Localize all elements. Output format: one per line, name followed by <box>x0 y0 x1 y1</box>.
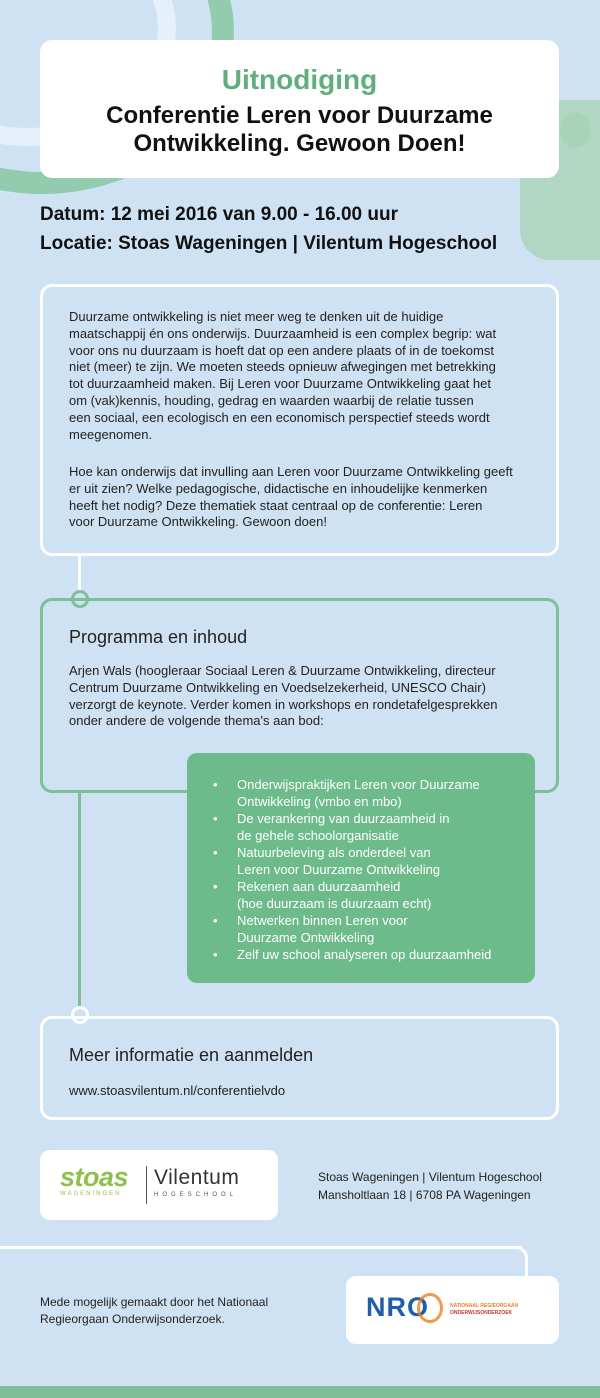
list-item <box>187 810 527 844</box>
text-line: maatschappij én ons onderwijs. Duurzaamheid is een complex begrip: wat <box>69 325 497 341</box>
list-item-line: de gehele schoolorganisatie <box>237 828 399 843</box>
nro-sub-line: ONDERWIJSONDERZOEK <box>450 1310 513 1316</box>
event-date: Datum: 12 mei 2016 van 9.00 - 16.00 uur <box>40 204 399 225</box>
list-item <box>187 844 527 878</box>
list-item-line: Leren voor Duurzame Ontwikkeling <box>237 862 441 877</box>
header-card <box>40 40 559 178</box>
text-line: er uit zien? Welke pedagogische, didactische en inhoudelijke kenmerken <box>69 480 488 496</box>
text-line: voor Duurzame Ontwikkeling. Gewoon doen! <box>69 514 327 530</box>
address <box>318 1168 542 1204</box>
sponsor-line: Mede mogelijk gemaakt door het Nationaal <box>40 1295 269 1309</box>
stoas-logo <box>60 1162 128 1197</box>
intro-paragraph <box>69 309 539 443</box>
page-title-line: Conferentie Leren voor Duurzame <box>106 102 493 129</box>
text-line: voor ons nu duurzaam is hoeft dat op een andere plaats of in de toekomst <box>69 342 494 358</box>
address-line: Mansholtlaan 18 | 6708 PA Wageningen <box>318 1188 531 1202</box>
logo-divider <box>146 1166 147 1204</box>
sponsor-text <box>40 1294 268 1328</box>
logo-card <box>40 1150 278 1220</box>
themes-box <box>187 753 535 983</box>
nro-logo-ring <box>417 1293 443 1323</box>
intro-paragraph <box>69 464 539 531</box>
list-item-line: • Rekenen aan duurzaamheid <box>237 879 401 894</box>
background-figure-head <box>560 112 590 148</box>
text-line: Centrum Duurzame Ontwikkeling en Voedselzekerheid, UNESCO Chair) <box>69 679 486 695</box>
stoas-logo-text: stoas <box>60 1162 129 1192</box>
vilentum-logo <box>154 1166 239 1198</box>
info-title: Meer informatie en aanmelden <box>69 1045 314 1065</box>
nro-logo-text: NRO <box>366 1292 429 1322</box>
themes-list <box>187 776 527 963</box>
list-item-line: • Netwerken binnen Leren voor <box>237 913 408 928</box>
text-line: om (vak)kennis, houding, gedrag en waarden waarbij de relatie tussen <box>69 392 474 408</box>
list-item-line: • Natuurbeleving als onderdeel van <box>237 845 431 860</box>
vilentum-logo-subtext: HOGESCHOOL <box>154 1192 238 1198</box>
info-link[interactable]: www.stoasvilentum.nl/conferentielvdo <box>69 1083 286 1098</box>
info-panel <box>40 1016 559 1120</box>
footer-divider-line <box>0 1246 522 1249</box>
list-item <box>187 878 527 912</box>
bottom-bar <box>0 1386 600 1398</box>
list-item-line: (hoe duurzaam is duurzaam echt) <box>237 896 432 911</box>
list-item-line: • Onderwijspraktijken Leren voor Duurzame <box>237 777 480 792</box>
text-line: Duurzame ontwikkeling is niet meer weg te denken uit de huidige <box>69 309 444 324</box>
page-title <box>40 102 559 158</box>
intro-panel <box>40 284 559 556</box>
programme-title: Programma en inhoud <box>69 627 248 647</box>
page-title-line: Ontwikkeling. Gewoon Doen! <box>133 130 466 157</box>
event-location: Locatie: Stoas Wageningen | Vilentum Hogeschool <box>40 233 498 254</box>
text-line: Arjen Wals (hoogleraar Sociaal Leren & Duurzame Ontwikkeling, directeur <box>69 663 496 678</box>
connector-line <box>78 556 81 590</box>
text-line: meegenomen. <box>69 426 153 442</box>
list-item-line: • Zelf uw school analyseren op duurzaamheid <box>237 947 492 962</box>
programme-text <box>69 663 549 730</box>
nro-sub-line: NATIONAAL REGIEORGAAN <box>450 1303 519 1309</box>
stoas-logo-subtext: WAGENINGEN <box>60 1191 122 1197</box>
list-item-line: Duurzame Ontwikkeling <box>237 930 375 945</box>
list-item <box>187 912 527 946</box>
sponsor-line: Regieorgaan Onderwijsonderzoek. <box>40 1312 225 1326</box>
vilentum-logo-text: Vilentum <box>154 1166 240 1189</box>
list-item <box>187 946 527 963</box>
list-item-line: • De verankering van duurzaamheid in <box>237 811 450 826</box>
header-kicker: Uitnodiging <box>221 64 378 95</box>
nro-logo-card <box>346 1276 559 1344</box>
text-line: een sociaal, een ecologisch en een economisch perspectief steeds wordt <box>69 409 490 425</box>
text-line: verzorgt de keynote. Verder komen in workshops en rondetafelgesprekken <box>69 696 498 712</box>
list-item <box>187 776 527 810</box>
address-line: Stoas Wageningen | Vilentum Hogeschool <box>318 1170 542 1184</box>
connector-line <box>78 793 81 1008</box>
text-line: onder andere de volgende thema's aan bod: <box>69 713 324 729</box>
list-item-line: Ontwikkeling (vmbo en mbo) <box>237 794 402 809</box>
text-line: niet (meer) te zijn. We moeten steeds opnieuw afwegingen met betrekking <box>69 359 496 375</box>
nro-logo-subtext <box>450 1303 518 1317</box>
text-line: Hoe kan onderwijs dat invulling aan Leren voor Duurzame Ontwikkeling geeft <box>69 464 513 479</box>
text-line: heeft het nodig? Deze thematiek staat centraal op de conferentie: Leren <box>69 497 483 513</box>
text-line: tot duurzaamheid maken. Bij Leren voor Duurzame Ontwikkeling gaat het <box>69 376 491 392</box>
